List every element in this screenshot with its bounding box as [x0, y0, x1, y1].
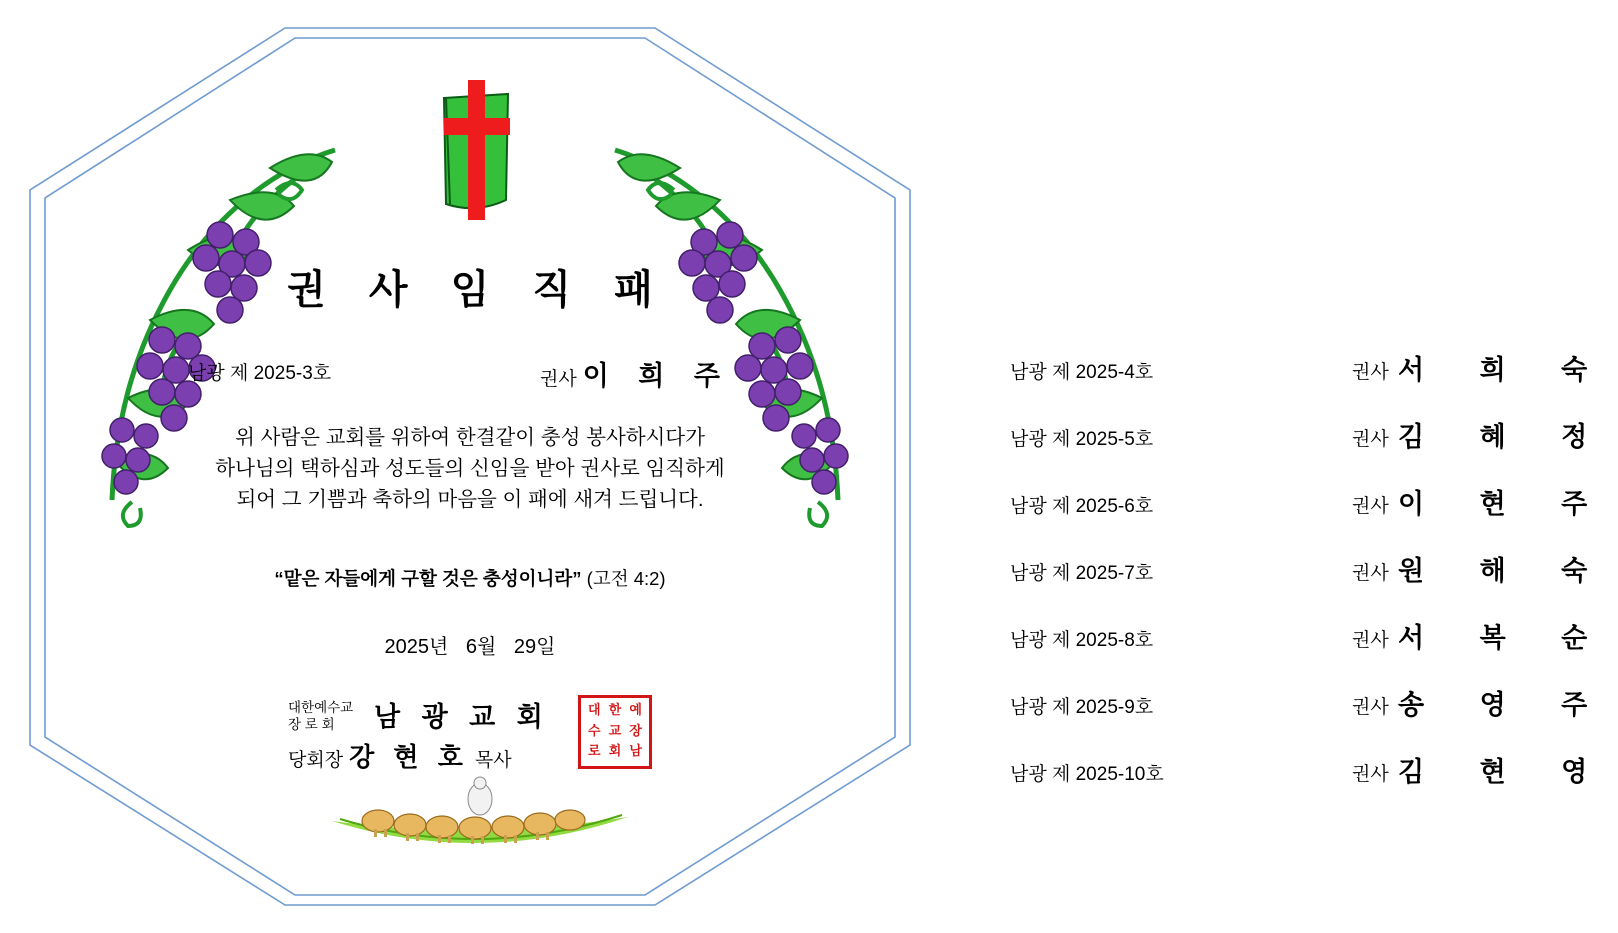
body-line-2: 하나님의 택하심과 성도들의 신임을 받아 권사로 임직하게	[215, 457, 725, 480]
list-certificate-number: 남광 제 2025-10호	[1010, 764, 1164, 785]
list-rank: 권사	[1352, 764, 1389, 785]
seal-char: 수	[588, 723, 601, 739]
plaque-recipient	[540, 354, 731, 393]
plaque-certificate-number: 남광 제 2025-3호	[188, 363, 332, 384]
list-name: 김 현 영	[1398, 757, 1612, 787]
church-name: 남 광 교 회	[374, 702, 550, 732]
list-certificate-number: 남광 제 2025-4호	[1010, 362, 1154, 383]
recipient-rank: 권사	[540, 369, 577, 390]
list-name: 서 복 순	[1398, 623, 1612, 653]
pastor-name: 강 현 호	[349, 742, 469, 772]
seal-char: 로	[588, 744, 601, 760]
recipient-list	[940, 0, 1618, 933]
list-certificate-number: 남광 제 2025-7호	[1010, 563, 1154, 584]
list-rank: 권사	[1352, 697, 1389, 718]
list-item	[940, 412, 1618, 472]
list-certificate-number: 남광 제 2025-6호	[1010, 496, 1154, 517]
date-year: 2025년	[384, 636, 449, 658]
list-name: 원 해 숙	[1398, 556, 1612, 586]
date-day: 29일	[513, 636, 556, 658]
list-item	[940, 747, 1618, 807]
list-name: 김 혜 정	[1398, 422, 1612, 452]
list-rank: 권사	[1352, 563, 1389, 584]
seal-char: 교	[608, 723, 622, 739]
seal-char: 남	[629, 744, 642, 760]
seal-char: 회	[608, 744, 622, 760]
list-item	[940, 613, 1618, 673]
seal-char: 예	[629, 703, 642, 718]
list-item	[940, 680, 1618, 740]
plaque-header-row	[0, 358, 940, 390]
list-item	[940, 345, 1618, 405]
list-certificate-number: 남광 제 2025-8호	[1010, 630, 1154, 651]
seal-char: 장	[629, 723, 642, 739]
date-month: 6월	[465, 636, 497, 658]
plaque-title: 권 사 임 직 패	[287, 268, 669, 312]
denomination-name	[288, 699, 372, 733]
list-certificate-number: 남광 제 2025-5호	[1010, 429, 1154, 450]
list-rank: 권사	[1352, 429, 1389, 450]
verse-reference: (고전 4:2)	[586, 568, 666, 589]
list-item	[940, 546, 1618, 606]
denomination-line-1: 대한예수교	[288, 700, 354, 715]
pastor-role: 당회장	[288, 750, 344, 771]
list-certificate-number: 남광 제 2025-9호	[1010, 697, 1154, 718]
pastor-signature-line	[288, 737, 578, 774]
body-line-1: 위 사람은 교회를 위하여 한결같이 충성 봉사하시다가	[235, 426, 705, 449]
official-seal-stamp	[578, 695, 652, 769]
pastor-title: 목사	[474, 750, 512, 771]
list-rank: 권사	[1352, 362, 1389, 383]
recipient-name: 이 희 주	[582, 361, 731, 391]
plaque-body-text	[135, 422, 805, 515]
list-item	[940, 479, 1618, 539]
verse-quote: “맡은 자들에게 구할 것은 충성이니라”	[274, 568, 582, 589]
plaque-date	[0, 630, 940, 659]
list-rank: 권사	[1352, 496, 1389, 517]
list-name: 이 현 주	[1398, 489, 1612, 519]
sheep-flock-decoration	[330, 775, 630, 855]
list-name: 송 영 주	[1398, 690, 1612, 720]
seal-character-grid	[584, 701, 646, 763]
denomination-line-2: 장 로 회	[288, 717, 335, 732]
cross-icon	[416, 80, 536, 230]
list-rank: 권사	[1352, 630, 1389, 651]
bible-verse	[0, 565, 940, 591]
body-line-3: 되어 그 기쁨과 축하의 마음을 이 패에 새겨 드립니다.	[236, 488, 704, 511]
signature-block	[288, 695, 668, 775]
list-name: 서 희 숙	[1398, 355, 1612, 385]
seal-char: 한	[608, 703, 622, 718]
seal-char: 대	[588, 703, 601, 718]
